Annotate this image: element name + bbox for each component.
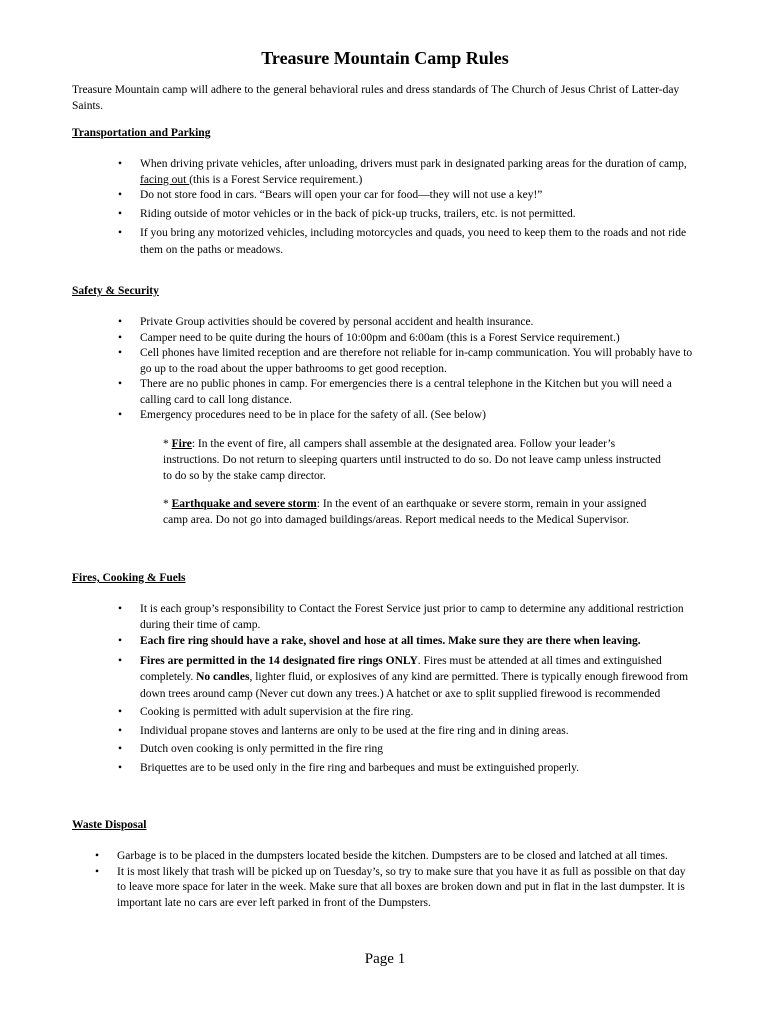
earthquake-procedure: * Earthquake and severe storm: In the event of an earthquake or severe storm, remain in your assigned camp area. Do not go into damaged buildings/areas. Report medical needs to the Medical Supervisor. xyxy=(163,498,647,526)
intro-paragraph: Treasure Mountain camp will adhere to the general behavioral rules and dress standards of The Church of Jesus Christ of Latter-day Saints. xyxy=(72,84,680,112)
list-item: • Camper need to be quite during the hours of 10:00pm and 6:00am (this is a Forest Service requirement.) xyxy=(140,331,695,347)
fire-label: Fire xyxy=(171,438,192,450)
section-heading-fires: Fires, Cooking & Fuels xyxy=(72,572,186,584)
safety-list xyxy=(118,315,695,424)
bullet-icon: • xyxy=(118,331,123,344)
list-item: • If you bring any motorized vehicles, including motorcycles and quads, you need to keep them to the roads and not ride them on the paths or meadows. xyxy=(118,227,687,256)
list-item: • When driving private vehicles, after unloading, drivers must park in designated parking areas for the duration of camp, facing out (this is a Forest Service requirement.) xyxy=(118,158,687,186)
bullet-icon: • xyxy=(118,706,123,718)
section-heading-transportation: Transportation and Parking xyxy=(72,127,211,139)
bullet-icon: • xyxy=(118,227,123,239)
bullet-icon: • xyxy=(118,635,123,647)
transportation-list xyxy=(118,157,695,258)
list-item: • Briquettes are to be used only in the fire ring and barbeques and must be extinguished properly. xyxy=(140,761,695,777)
bullet-icon: • xyxy=(118,603,123,615)
list-item: • Riding outside of motor vehicles or in the back of pick-up trucks, trailers, etc. is not permitted. xyxy=(140,207,695,223)
list-item: • It is most likely that trash will be picked up on Tuesday’s, so try to make sure that you have it as full as possible on that day to leave more space for later in the week. Make sure that all boxes are broken down and put in flat in the last dumpster. It is important late no cars are ever left parked in front of the Dumpsters. xyxy=(95,865,686,909)
bullet-icon: • xyxy=(118,158,123,170)
earthquake-label: Earthquake and severe storm xyxy=(171,498,317,510)
list-item: • Do not store food in cars. “Bears will open your car for food—they will not use a key!” xyxy=(140,188,695,204)
list-item: • Emergency procedures need to be in place for the safety of all. (See below) xyxy=(140,408,695,424)
list-item: • Individual propane stoves and lanterns are only to be used at the fire ring and in dining areas. xyxy=(140,724,695,740)
section-heading-safety: Safety & Security xyxy=(72,285,159,297)
page-number: Page 1 xyxy=(364,951,406,967)
list-item: • Dutch oven cooking is only permitted in the fire ring xyxy=(140,742,695,758)
list-item: • Each fire ring should have a rake, shovel and hose at all times. Make sure they are there when leaving. xyxy=(140,634,695,650)
bullet-icon: • xyxy=(118,409,123,421)
list-item: • There are no public phones in camp. For emergencies there is a central telephone in the Kitchen but you will need a calling card to call long distance. xyxy=(118,378,672,406)
list-item: • Fires are permitted in the 14 designated fire rings ONLY. Fires must be attended at all times and extinguished completely. No candles, lighter fluid, or explosives of any kind are permitted. There is typically enough firewood from down trees around camp (Never cut down any trees.) A hatchet or axe to split supplied firewood is recommended xyxy=(118,654,689,700)
bullet-icon: • xyxy=(118,378,123,390)
bullet-icon: • xyxy=(118,189,123,201)
bullet-icon: • xyxy=(118,207,123,220)
document-title: Treasure Mountain Camp Rules xyxy=(261,48,509,68)
bullet-icon: • xyxy=(118,347,123,359)
bullet-icon: • xyxy=(118,724,123,737)
list-item: • Private Group activities should be covered by personal accident and health insurance. xyxy=(140,315,695,331)
fire-procedure: * Fire: In the event of fire, all campers shall assemble at the designated area. Follow your leader’s instructions. Do not return to sleeping quarters until instructed to do so. Do not leave camp unless instructed to do so by the stake camp director. xyxy=(163,438,661,482)
bullet-icon: • xyxy=(118,654,123,667)
bullet-icon: • xyxy=(118,761,123,774)
list-item: • It is each group’s responsibility to Contact the Forest Service just prior to camp to determine any additional restriction during their time of camp. xyxy=(118,603,684,631)
list-item: • Cell phones have limited reception and are therefore not reliable for in-camp communication. You will probably have to go up to the road about the upper bathrooms to get good reception. xyxy=(118,347,693,375)
fires-list xyxy=(118,602,695,776)
bullet-icon: • xyxy=(118,743,123,755)
list-item: • Cooking is permitted with adult supervision at the fire ring. xyxy=(140,705,695,721)
list-item: • Garbage is to be placed in the dumpsters located beside the kitchen. Dumpsters are to be closed and latched at all times. xyxy=(117,849,687,865)
waste-list xyxy=(95,849,687,911)
bullet-icon: • xyxy=(95,865,100,878)
bullet-icon: • xyxy=(95,850,100,862)
bullet-icon: • xyxy=(118,316,123,328)
section-heading-waste: Waste Disposal xyxy=(72,819,147,831)
